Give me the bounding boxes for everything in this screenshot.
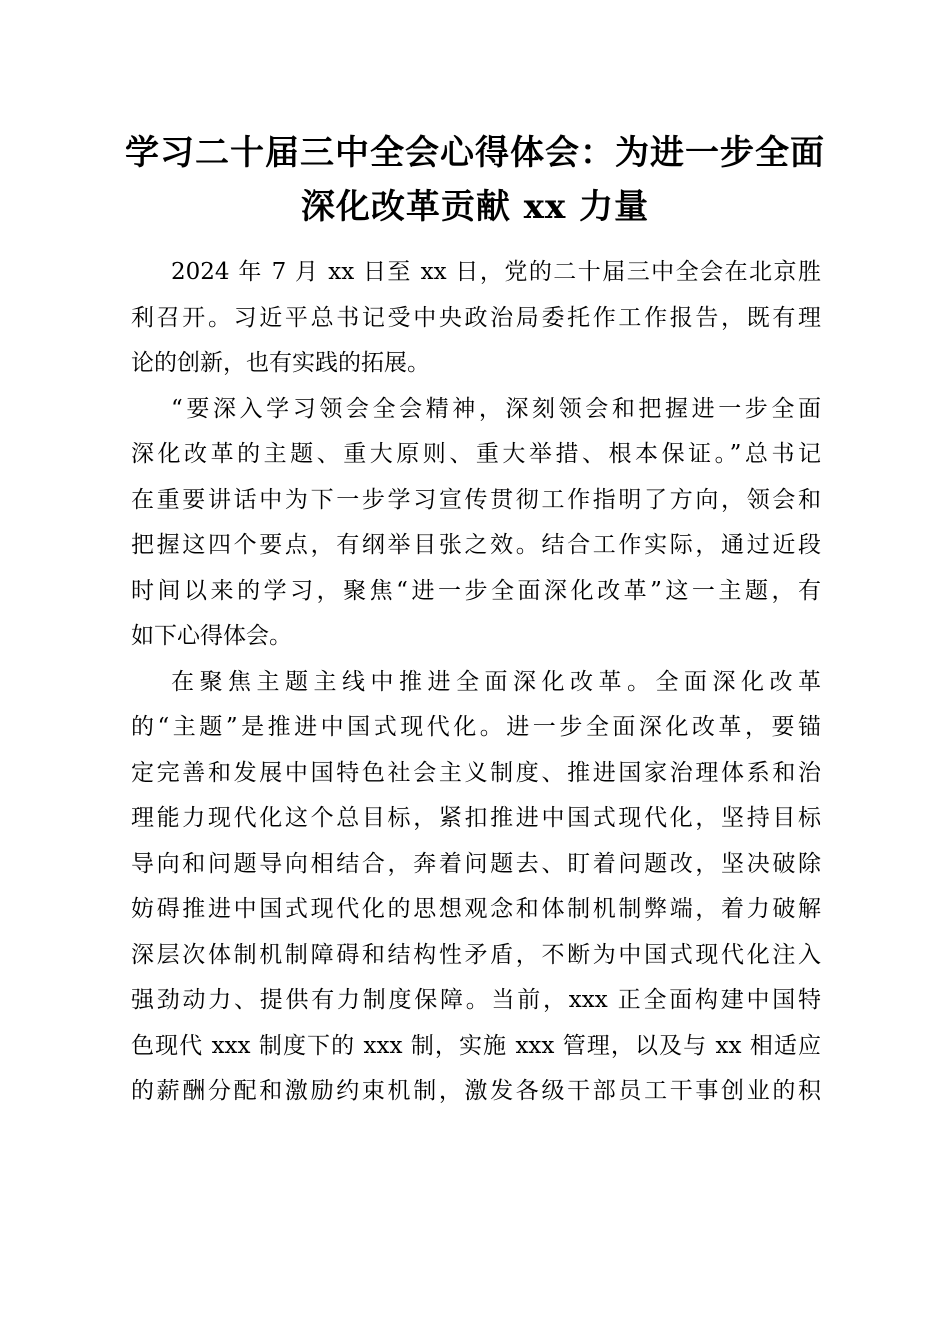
paragraph-line: “要深入学习领会全会精神，深刻领会和把握进一步全面 (171, 395, 821, 422)
paragraph-line: 在聚焦主题主线中推进全面深化改革。全面深化改革 (171, 668, 821, 695)
paragraph-line: 在重要讲话中为下一步学习宣传贯彻工作指明了方向，领会和 (131, 486, 821, 513)
title-line-1: 学习二十届三中全会心得体会：为进一步全面 (125, 133, 825, 173)
document-body (131, 250, 821, 1115)
paragraph-line: 把握这四个要点，有纲举目张之效。结合工作实际，通过近段 (131, 532, 821, 558)
paragraph-2 (131, 387, 821, 660)
paragraph-line: 色现代 xxx 制度下的 xxx 制，实施 xxx 管理，以及与 xx 相适应 (131, 1032, 821, 1059)
paragraph-line: 定完善和发展中国特色社会主义制度、推进国家治理体系和治 (131, 759, 821, 786)
paragraph-line: 导向和问题导向相结合，奔着问题去、盯着问题改，坚决破除 (131, 850, 821, 877)
paragraph-line: 强劲动力、提供有力制度保障。当前，xxx 正全面构建中国特 (131, 987, 821, 1013)
paragraph-line: 妨碍推进中国式现代化的思想观念和体制机制弊端，着力破解 (131, 896, 821, 922)
title-line-2: 深化改革贡献 xx 力量 (300, 187, 650, 227)
paragraph-line: 时间以来的学习，聚焦“进一步全面深化改革”这一主题，有 (131, 577, 821, 604)
document-title (100, 126, 850, 234)
paragraph-line: 2024 年 7 月 xx 日至 xx 日，党的二十届三中全会在北京胜 (171, 259, 821, 285)
paragraph-line: 的“主题”是推进中国式现代化。进一步全面深化改革，要锚 (131, 714, 821, 740)
paragraph-line: 的薪酬分配和激励约束机制，激发各级干部员工干事创业的积 (131, 1078, 821, 1104)
paragraph-1 (131, 250, 821, 387)
paragraph-line: 深层次体制机制障碍和结构性矛盾，不断为中国式现代化注入 (131, 941, 821, 968)
paragraph-line: 理能力现代化这个总目标，紧扣推进中国式现代化，坚持目标 (131, 805, 821, 831)
paragraph-line: 利召开。习近平总书记受中央政治局委托作工作报告，既有理 (131, 304, 821, 331)
paragraph-3 (131, 660, 821, 1115)
paragraph-line: 论的创新，也有实践的拓展。 (131, 350, 430, 376)
paragraph-line: 如下心得体会。 (131, 623, 292, 649)
paragraph-line: 深化改革的主题、重大原则、重大举措、根本保证。”总书记 (131, 441, 821, 467)
